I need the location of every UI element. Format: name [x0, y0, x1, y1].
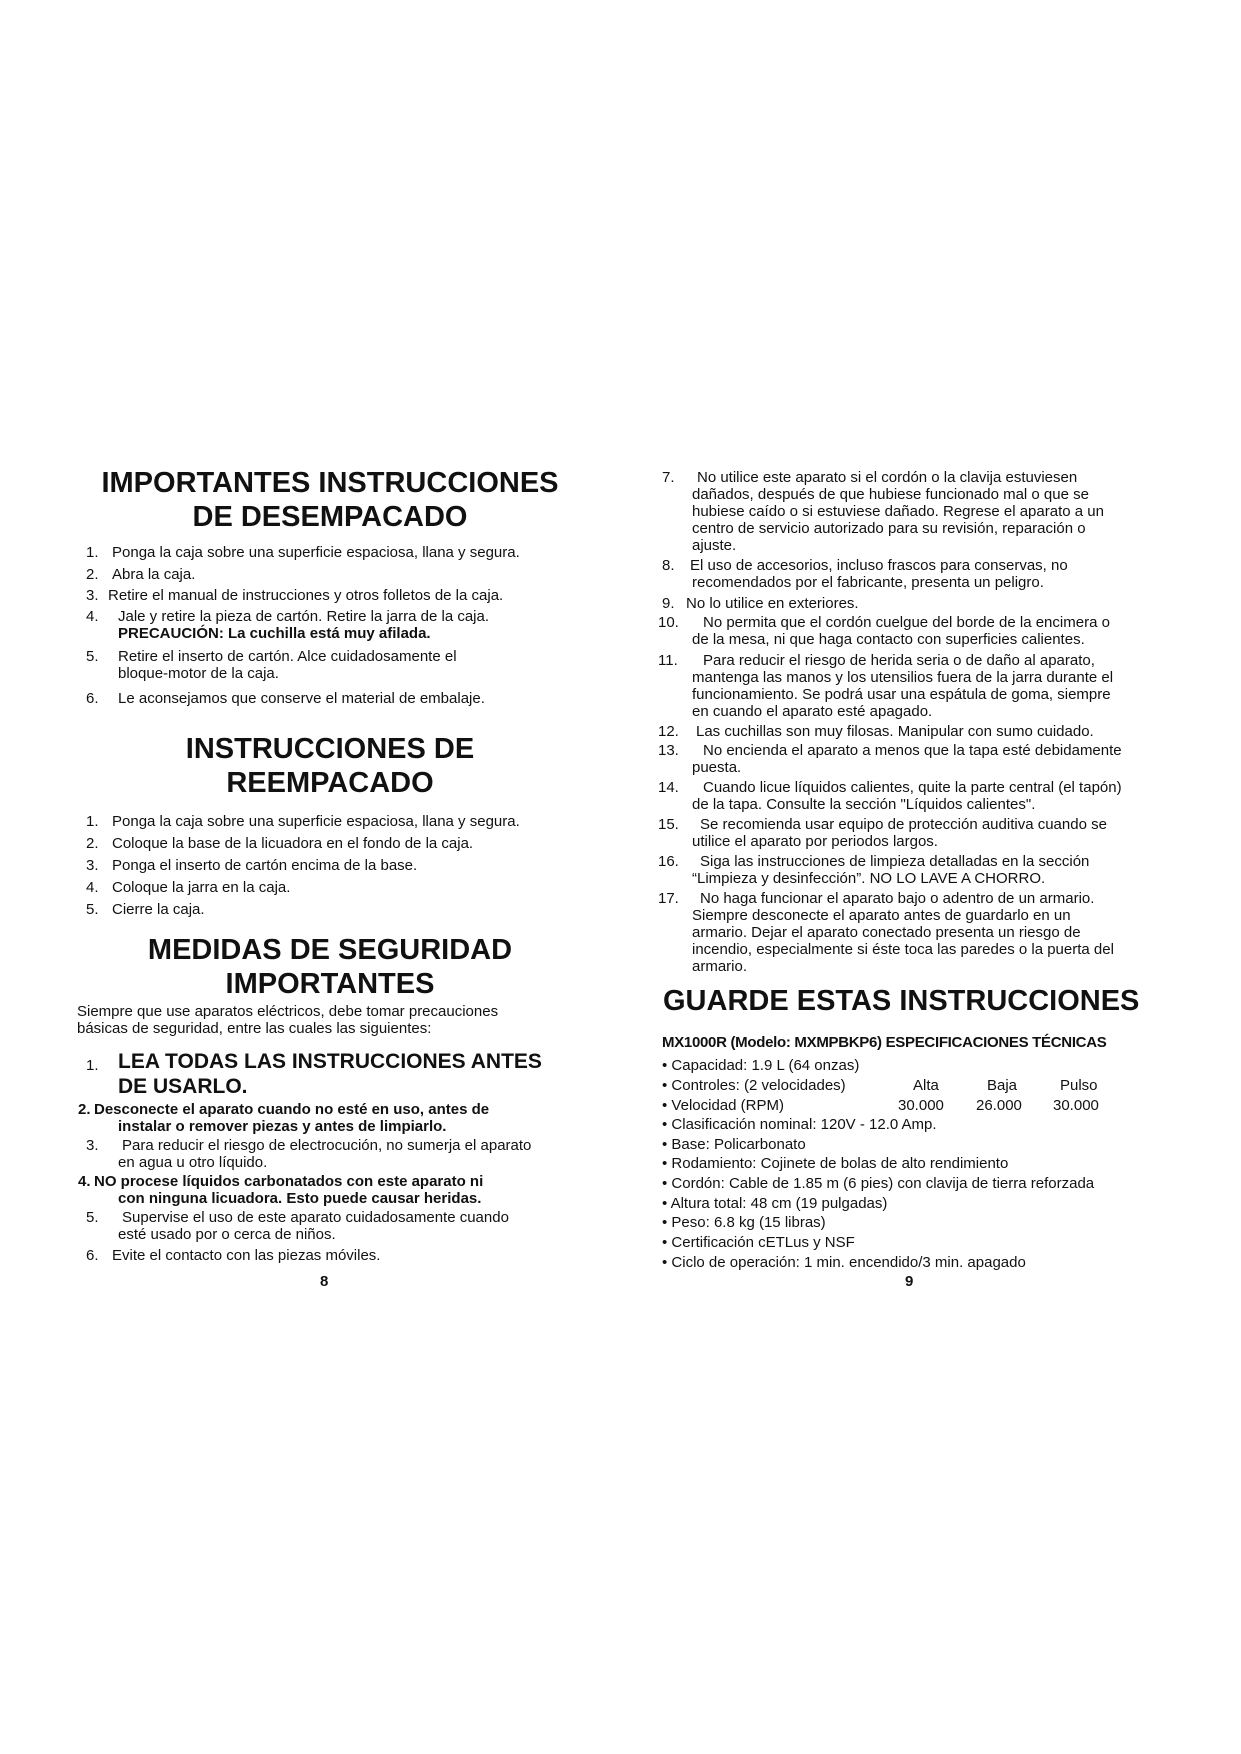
list-item: 1. Ponga la caja sobre una superficie espaciosa, llana y segura. — [86, 544, 520, 561]
page-number: 9 — [905, 1273, 914, 1290]
list-item: 1. Ponga la caja sobre una superficie espaciosa, llana y segura. — [86, 813, 520, 830]
list-item: 2. Desconecte el aparato cuando no esté en uso, antes de instalar o remover piezas y antes de limpiarlo. — [78, 1101, 490, 1135]
speed-table — [655, 1077, 1170, 1117]
spec-item: • Certificación cETLus y NSF — [662, 1234, 855, 1251]
spec-title: MX1000R (Modelo: MXMPBKP6) ESPECIFICACIONES TÉCNICAS — [662, 1034, 1107, 1051]
spec-item: • Capacidad: 1.9 L (64 onzas) — [662, 1057, 860, 1074]
spec-item: • Altura total: 48 cm (19 pulgadas) — [662, 1195, 888, 1212]
list-item: 12. Las cuchillas son muy filosas. Manipular con sumo cuidado. — [658, 723, 1094, 740]
list-item: 1. LEA TODAS LAS INSTRUCCIONES ANTES DE USARLO. — [86, 1050, 542, 1098]
list-item: 7. No utilice este aparato si el cordón o la clavija estuviesen dañados, después de que hubiese funcionado mal o que se hubiese caído o si estuviese dañado. Regrese el aparato a un centro de servicio autorizado para su revisión, reparación o ajuste. — [662, 469, 1104, 554]
spec-item: • Rodamiento: Cojinete de bolas de alto rendimiento — [662, 1155, 1009, 1172]
speed-header-low: Baja — [987, 1077, 1018, 1094]
speed-header-pulse: Pulso — [1060, 1077, 1098, 1094]
list-item: 5. Cierre la caja. — [86, 901, 205, 918]
list-item: 3. Ponga el inserto de cartón encima de la base. — [86, 857, 418, 874]
spec-item: • Controles: (2 velocidades) — [662, 1077, 846, 1094]
list-item: 15. Se recomienda usar equipo de protección auditiva cuando se utilice el aparato por periodos largos. — [658, 816, 1107, 850]
list-item: 4. Jale y retire la pieza de cartón. Retire la jarra de la caja. PRECAUCIÓN: La cuchilla está muy afilada. — [86, 608, 586, 642]
list-item: 2. Coloque la base de la licuadora en el fondo de la caja. — [86, 835, 474, 852]
list-item: 13. No encienda el aparato a menos que la tapa esté debidamente puesta. — [658, 742, 1122, 776]
safety-title: MEDIDAS DE SEGURIDAD IMPORTANTES — [147, 934, 513, 1000]
list-item: 10. No permita que el cordón cuelgue del borde de la encimera o de la mesa, ni que haga contacto con superficies calientes. — [658, 614, 1110, 648]
unpack-title: IMPORTANTES INSTRUCCIONES DE DESEMPACADO — [101, 467, 559, 533]
caution-note: PRECAUCIÓN: La cuchilla está muy afilada. — [118, 625, 431, 642]
list-item: 2. Abra la caja. — [86, 566, 196, 583]
page-number: 8 — [320, 1273, 329, 1290]
spec-item: • Velocidad (RPM) — [662, 1097, 784, 1114]
speed-value-pulse: 30.000 — [1053, 1097, 1099, 1114]
list-item: 14. Cuando licue líquidos calientes, quite la parte central (el tapón) de la tapa. Consulte la sección "Líquidos calientes". — [658, 779, 1122, 813]
repack-title: INSTRUCCIONES DE REEMPACADO — [185, 733, 475, 799]
list-item: 4. Coloque la jarra en la caja. — [86, 879, 291, 896]
list-item: 16. Siga las instrucciones de limpieza detalladas en la sección “Limpieza y desinfección”. NO LO LAVE A CHORRO. — [658, 853, 1090, 887]
list-item: 4. NO procese líquidos carbonatados con este aparato ni con ninguna licuadora. Esto puede causar heridas. — [78, 1173, 484, 1207]
spec-item: • Cordón: Cable de 1.85 m (6 pies) con clavija de tierra reforzada — [662, 1175, 1095, 1192]
spec-item: • Peso: 6.8 kg (15 libras) — [662, 1214, 826, 1231]
list-item: 8. El uso de accesorios, incluso frascos para conservas, no recomendados por el fabricante, presenta un peligro. — [662, 557, 1068, 591]
spec-item: • Base: Policarbonato — [662, 1136, 806, 1153]
list-item: 5. Supervise el uso de este aparato cuidadosamente cuando esté usado por o cerca de niños. — [86, 1209, 509, 1243]
spec-item: • Clasificación nominal: 120V - 12.0 Amp. — [662, 1116, 937, 1133]
list-item: 17. No haga funcionar el aparato bajo o adentro de un armario. Siempre desconecte el aparato antes de guardarlo en un armario. Dejar el aparato conectado presenta un riesgo de incendio, especialmente si éste toca las paredes o la puerta del armario. — [658, 890, 1114, 975]
save-instructions-title: GUARDE ESTAS INSTRUCCIONES — [663, 985, 1140, 1017]
list-item: 11. Para reducir el riesgo de herida seria o de daño al aparato, mantenga las manos y los utensilios fuera de la jarra durante el funcionamiento. Se podrá usar una espátula de goma, siempre en cuando el aparato esté apagado. — [658, 652, 1114, 720]
speed-value-low: 26.000 — [976, 1097, 1022, 1114]
list-item: 6. Evite el contacto con las piezas móviles. — [86, 1247, 381, 1264]
list-item: 6. Le aconsejamos que conserve el material de embalaje. — [86, 690, 485, 707]
list-item: 3. Retire el manual de instrucciones y otros folletos de la caja. — [86, 587, 504, 604]
list-item: 9. No lo utilice en exteriores. — [662, 595, 859, 612]
list-item: 5. Retire el inserto de cartón. Alce cuidadosamente el bloque-motor de la caja. — [86, 648, 457, 682]
spec-item: • Ciclo de operación: 1 min. encendido/3 min. apagado — [662, 1254, 1026, 1271]
speed-header-high: Alta — [913, 1077, 939, 1094]
speed-value-high: 30.000 — [898, 1097, 944, 1114]
safety-intro: Siempre que use aparatos eléctricos, debe tomar precauciones básicas de seguridad, entre las cuales las siguientes: — [77, 1003, 499, 1037]
list-item: 3. Para reducir el riesgo de electrocución, no sumerja el aparato en agua u otro líquido. — [86, 1137, 532, 1171]
